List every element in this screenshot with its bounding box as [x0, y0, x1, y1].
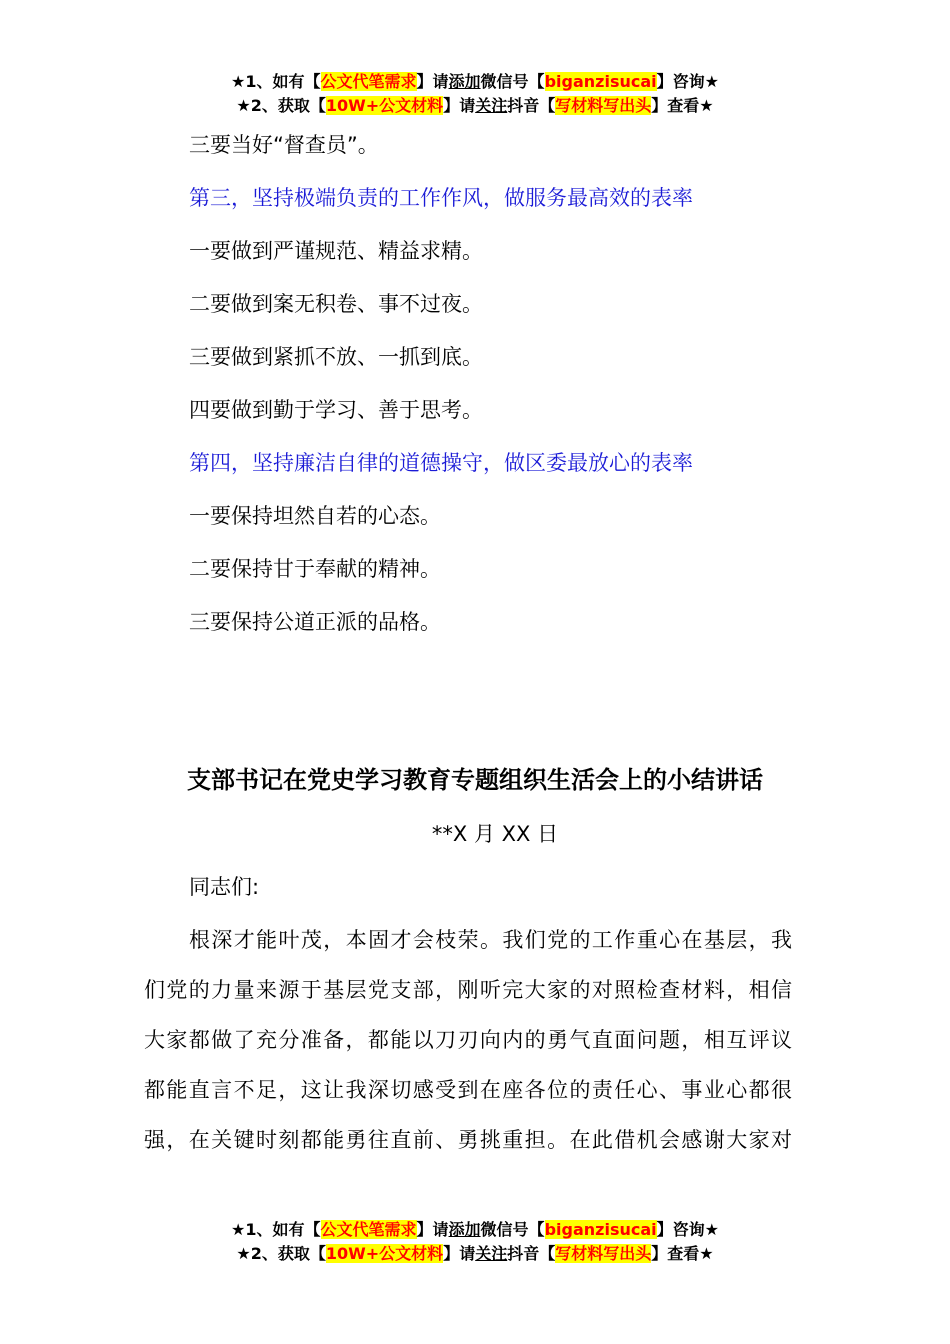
- banner-line-1: [0, 70, 950, 94]
- banner-text: 】请: [416, 72, 449, 91]
- banner-text: 】请: [443, 96, 476, 115]
- content-line: 三要做到紧抓不放、一抓到底。: [189, 345, 483, 369]
- banner-text: 】咨询★: [656, 1220, 719, 1239]
- banner-text: ★1、如有【: [231, 1220, 321, 1239]
- banner-text: 】请: [443, 1244, 476, 1263]
- content-line: 四要做到勤于学习、善于思考。: [189, 398, 483, 422]
- banner-highlight: 10W+公文材料: [325, 96, 444, 115]
- banner-underline: 关注: [475, 1244, 508, 1263]
- content-line: 一要保持坦然自若的心态。: [189, 504, 441, 528]
- banner-highlight: 写材料写出头: [555, 1244, 652, 1263]
- banner-text: ★1、如有【: [231, 72, 321, 91]
- content-line: 三要保持公道正派的品格。: [189, 610, 441, 634]
- banner-highlight: 公文代笔需求: [320, 1220, 417, 1239]
- banner-highlight: biganzisucai: [544, 72, 657, 91]
- bottom-banner: [0, 1218, 950, 1266]
- greeting: 同志们:: [189, 875, 260, 899]
- banner-text: 】查看★: [651, 96, 714, 115]
- body-line: 们党的力量来源于基层党支部，刚听完大家的对照检查材料，相信: [144, 978, 792, 1002]
- banner-highlight: 10W+公文材料: [325, 1244, 444, 1263]
- body-line: 都能直言不足，这让我深切感受到在座各位的责任心、事业心都很: [144, 1078, 792, 1102]
- banner-highlight: 写材料写出头: [555, 96, 652, 115]
- banner-text: ★2、获取【: [236, 1244, 326, 1263]
- content-line: 三要当好“督查员”。: [189, 133, 379, 157]
- banner-text: 抖音【: [507, 96, 556, 115]
- banner-underline: 关注: [475, 96, 508, 115]
- top-banner: [0, 70, 950, 118]
- banner-text: ★2、获取【: [236, 96, 326, 115]
- banner-text: 】咨询★: [656, 72, 719, 91]
- banner-underline: 添加: [448, 1220, 481, 1239]
- section-heading: 第三，坚持极端负责的工作作风，做服务最高效的表率: [189, 186, 693, 210]
- content-line: 二要做到案无积卷、事不过夜。: [189, 292, 483, 316]
- banner-text: 抖音【: [507, 1244, 556, 1263]
- article-date: **X 月 XX 日: [431, 822, 559, 846]
- banner-text: 】查看★: [651, 1244, 714, 1263]
- banner-highlight: biganzisucai: [544, 1220, 657, 1239]
- content-line: 二要保持甘于奉献的精神。: [189, 557, 441, 581]
- banner-text: 】请: [416, 1220, 449, 1239]
- banner-highlight: 公文代笔需求: [320, 72, 417, 91]
- body-line: 根深才能叶茂，本固才会枝荣。我们党的工作重心在基层，我: [189, 928, 792, 952]
- banner-line-1: [0, 1218, 950, 1242]
- banner-line-2: [0, 1242, 950, 1266]
- banner-underline: 添加: [448, 72, 481, 91]
- banner-text: 微信号【: [480, 1220, 545, 1239]
- section-heading: 第四，坚持廉洁自律的道德操守，做区委最放心的表率: [189, 451, 693, 475]
- banner-text: 微信号【: [480, 72, 545, 91]
- body-line: 强，在关键时刻都能勇往直前、勇挑重担。在此借机会感谢大家对: [144, 1128, 792, 1152]
- banner-line-2: [0, 94, 950, 118]
- body-line: 大家都做了充分准备，都能以刀刃向内的勇气直面问题，相互评议: [144, 1028, 792, 1052]
- content-line: 一要做到严谨规范、精益求精。: [189, 239, 483, 263]
- article-title: 支部书记在党史学习教育专题组织生活会上的小结讲话: [187, 766, 763, 794]
